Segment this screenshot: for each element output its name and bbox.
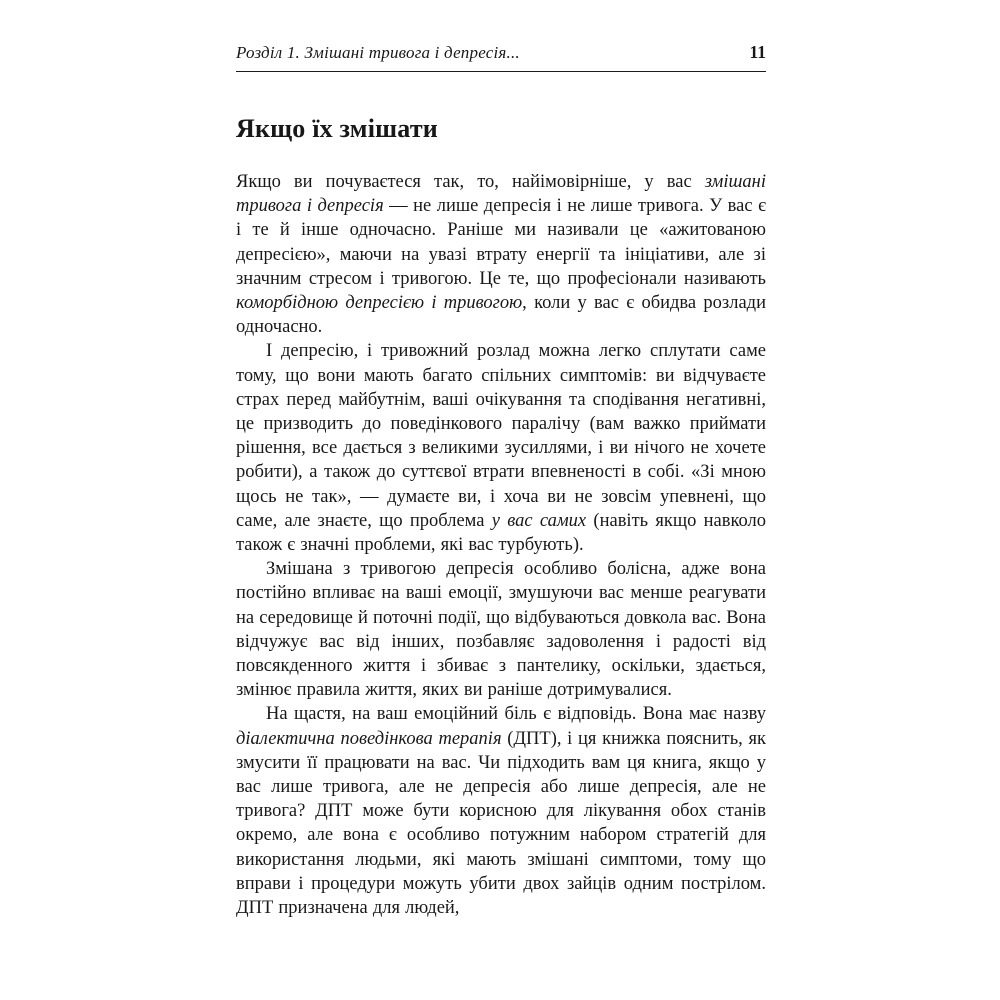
paragraph-3: Змішана з тривогою депресія особливо болісна, адже вона постійно впливає на ваші емоції, змушуючи вас менше реагувати на середовище й поточні події, що відбуваються довкола вас. Вона відчужує вас від інших, позбавляє задоволення і радості від повсякденного життя і збиває з пантелику, оскільки, здається, змінює правила життя, яких ви раніше дотримувалися.: [236, 559, 766, 701]
page-header: [236, 42, 766, 63]
header-rule: [236, 71, 766, 72]
page-content: [236, 42, 766, 920]
paragraph-1: Якщо ви почуваєтеся так, то, найімовірніше, у вас змішані тривога і депресія — не лише депресія і не лише тривога. У вас є і те й інше одночасно. Раніше ми називали це «ажитованою депресією», маючи на увазі втрату енергії та ініціативи, але зі значним стресом і тривогою. Це те, що професіонали називають коморбідною депресією і тривогою, коли у вас є обидва розлади одночасно.: [236, 172, 767, 338]
paragraph-4: На щастя, на ваш емоційний біль є відповідь. Вона має назву діалектична поведінкова терапія (ДПТ), і ця книжка пояснить, як змусити її працювати на вас. Чи підходить вам ця книга, якщо у вас лише тривога, але не депресія або лише депресія, але не тривога? ДПТ може бути корисною для лікування обох станів окремо, але вона є особливо потужним набором стратегій для використання людьми, які мають змішані симптоми, тому що вправи і процедури можуть убити двох зайців одним пострілом. ДПТ призначена для людей,: [236, 704, 766, 919]
paragraph-2: І депресію, і тривожний розлад можна легко сплутати саме тому, що вони мають багато спільних симптомів: ви відчуваєте страх перед майбутнім, ваші очікування та сподівання негативні, це призводить до поведінкового паралічу (вам важко приймати рішення, все дається з великими зусиллями, і ви нічого не хочете робити), а також до суттєвої втрати впевненості в собі. «Зі мною щось не так», — думаєте ви, і хоча ви не зовсім упевнені, що саме, але знаєте, що проблема у вас самих (навіть якщо навколо також є значні проблеми, які вас турбують).: [236, 341, 767, 556]
page-number: 11: [749, 42, 766, 62]
running-title: Розділ 1. Змішані тривога і депресія...: [236, 43, 520, 62]
section-heading: Якщо їх змішати: [236, 114, 438, 143]
